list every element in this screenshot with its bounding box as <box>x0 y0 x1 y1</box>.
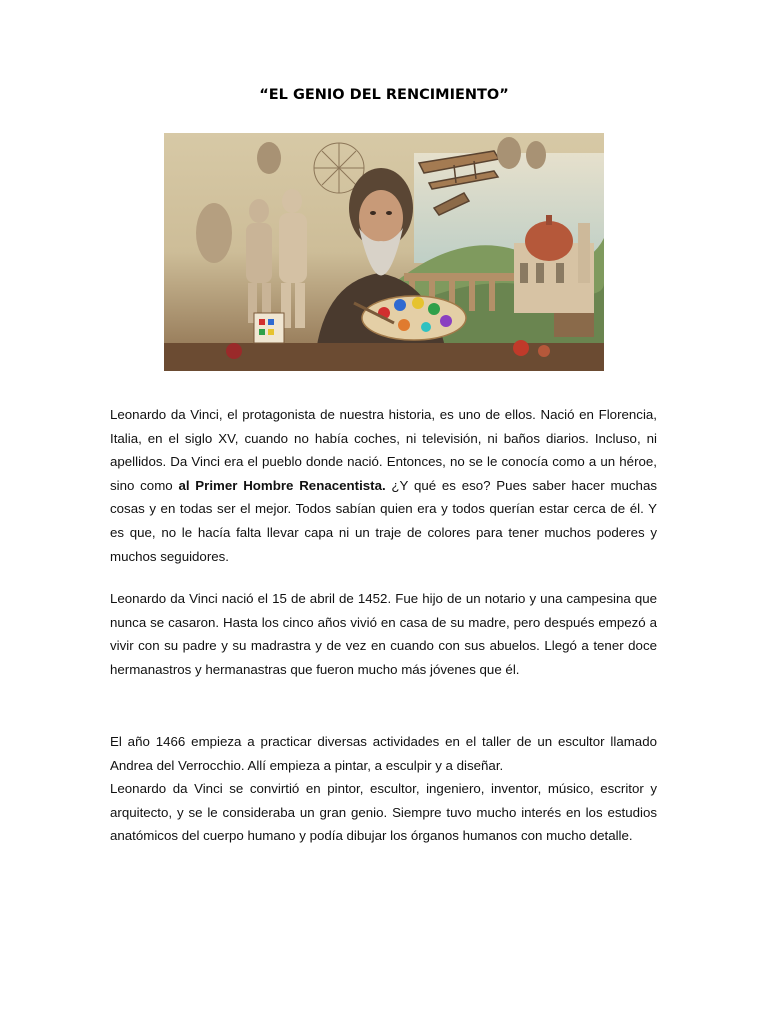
paragraph-2-text: Leonardo da Vinci nació el 15 de abril de 1452. Fue hijo de un notario y una campesina que nunca se casaron. Hasta los cinco años vivió en casa de su madre, pero después empezó a vivir con su padre y su madrastra y de vez en cuando con sus abuelos. Llegó a tener doce hermanastros y hermanastras que fueron mucho más jóvenes que él. <box>110 591 657 677</box>
leonardo-illustration <box>164 133 604 371</box>
paragraph-1 <box>110 403 657 568</box>
paragraph-1-text-end: ¿Y qué es eso? Pues saber hacer muchas cosas y en todas ser el mejor. Todos sabían quien era y todos querían estar cerca de él. Y es que, no le hacía falta llevar capa ni un traje de colores para tener muchos poderes y muchos seguidores. <box>110 477 657 564</box>
paragraph-1-text-start: Leonardo da Vinci, el protagonista de nuestra historia, es uno de ellos. Nació en Florencia, Italia, en el siglo XV, cuando no había coches, ni televisión, ni baños diarios. Incluso, ni apellidos. Da Vinci era el pueblo donde nació. Entonces, no se le conocía como a un héroe, sino como <box>110 407 657 493</box>
paragraph-1-bold-text: al Primer Hombre Renacentista. <box>178 477 386 493</box>
document-title: “EL GENIO DEL RENCIMIENTO” <box>259 87 509 103</box>
paragraph-3-line-2: Leonardo da Vinci se convirtió en pintor, escultor, ingeniero, inventor, músico, escritor y arquitecto, y se le consideraba un gran genio. Siempre tuvo mucho interés en los estudios anatómicos del cuerpo humano y podía dibujar los órganos humanos con mucho detalle. <box>110 781 657 844</box>
paragraph-2 <box>110 587 657 681</box>
paragraph-3-line-1: El año 1466 empieza a practicar diversas actividades en el taller de un escultor llamado Andrea del Verrocchio. Allí empieza a pintar, a esculpir y a diseñar. <box>110 734 657 773</box>
paragraph-3 <box>110 730 657 848</box>
